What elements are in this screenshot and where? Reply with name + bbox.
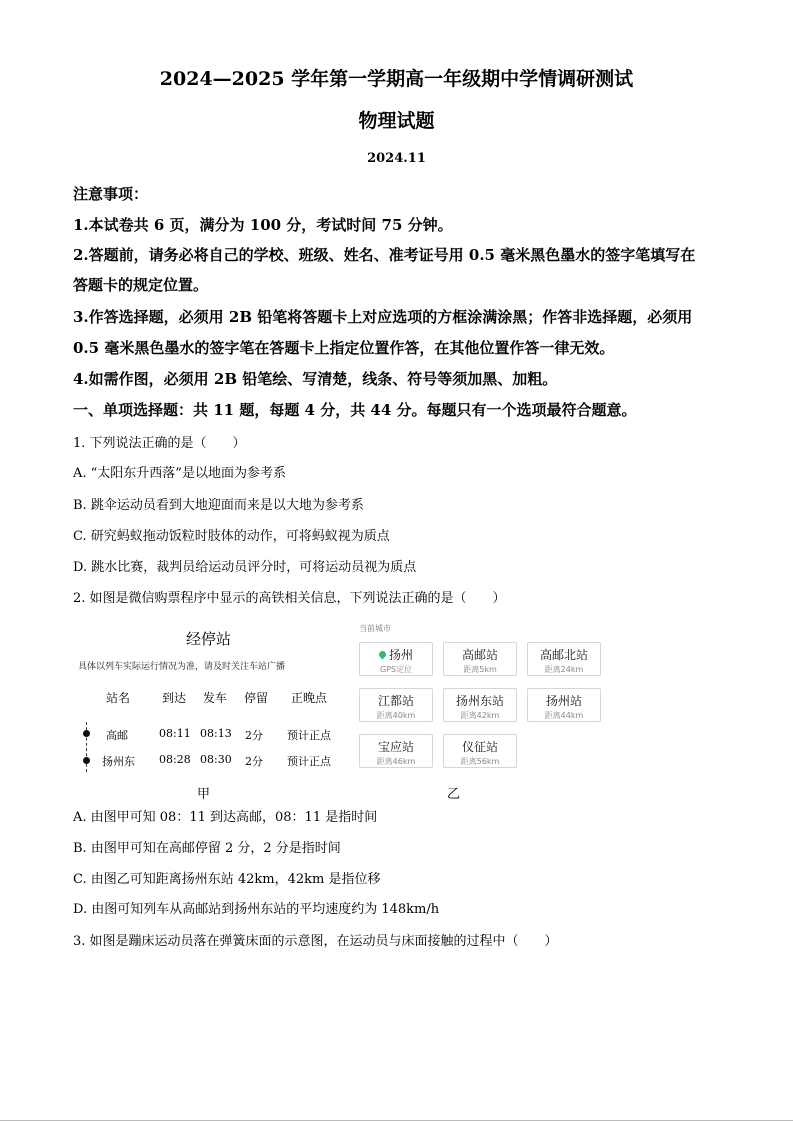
notice-line-4: 3.作答选择题，必须用 2B 铅笔将答题卡上对应选项的方框涂满涂黑；作答非选择题，必须用 xyxy=(73,308,693,326)
fig-jia-stop-dot xyxy=(83,757,90,764)
q2-option-c: C. 由图乙可知距离扬州东站 42km，42km 是指位移 xyxy=(73,872,381,887)
q3-stem: 3. 如图是蹦床运动员落在弹簧床面的示意图，在运动员与床面接触的过程中（ ） xyxy=(73,934,558,949)
q1-option-c: C. 研究蚂蚁拖动饭粒时肢体的动作，可将蚂蚁视为质点 xyxy=(73,529,390,544)
fig-jia-stop-dot xyxy=(83,730,90,737)
fig-jia-header-status: 正晚点 xyxy=(291,691,328,705)
city-distance: 距离5km xyxy=(463,665,497,674)
city-button-baoying[interactable] xyxy=(359,734,433,768)
city-distance: 距离42km xyxy=(460,711,500,720)
city-name: 高邮北站 xyxy=(539,648,588,662)
city-distance: 距离56km xyxy=(460,757,500,766)
exam-subtitle: 物理试题 xyxy=(358,110,435,132)
section-heading: 一、单项选择题：共 11 题，每题 4 分，共 44 分。每题只有一个选项最符合题意。 xyxy=(73,401,637,419)
q2-stem: 2. 如图是微信购票程序中显示的高铁相关信息，下列说法正确的是（ ） xyxy=(73,591,506,606)
notice-line-2: 2.答题前，请务必将自己的学校、班级、姓名、准考证号用 0.5 毫米黑色墨水的签字笔填写在 xyxy=(73,246,696,264)
page-bottom-rule xyxy=(0,1120,793,1121)
fig-jia-title: 经停站 xyxy=(186,630,232,648)
q1-option-a: A. “太阳东升西落”是以地面为参考系 xyxy=(73,466,286,481)
q2-option-b: B. 由图甲可知在高邮停留 2 分，2 分是指时间 xyxy=(73,841,341,856)
fig-jia-header-station: 站名 xyxy=(106,691,131,705)
city-button-jiangdu[interactable] xyxy=(359,688,433,722)
fig-yi-caption: 乙 xyxy=(447,787,461,802)
fig-jia-row2-arrive: 08:28 xyxy=(159,753,191,766)
fig-jia-row1-status: 预计正点 xyxy=(287,729,331,742)
fig-jia-row2-status: 预计正点 xyxy=(287,755,331,768)
city-name: 江都站 xyxy=(377,694,414,708)
notice-line-3: 答题卡的规定位置。 xyxy=(73,276,209,294)
fig-jia-header-depart: 发车 xyxy=(203,691,228,705)
q1-option-d: D. 跳水比赛，裁判员给运动员评分时，可将运动员视为质点 xyxy=(73,560,417,575)
fig-yi-label: 当前城市 xyxy=(359,624,391,633)
fig-jia-note: 具体以列车实际运行情况为准，请及时关注车站广播 xyxy=(78,662,286,672)
city-name: 高邮站 xyxy=(461,648,498,662)
city-button-gaoyou[interactable] xyxy=(443,642,517,676)
fig-jia-row1-depart: 08:13 xyxy=(200,727,232,740)
q1-stem: 1. 下列说法正确的是（ ） xyxy=(73,436,246,451)
q2-option-a: A. 由图甲可知 08：11 到达高邮，08：11 是指时间 xyxy=(73,810,378,825)
notice-line-6: 4.如需作图，必须用 2B 铅笔绘、写清楚，线条、符号等须加黑、加粗。 xyxy=(73,370,558,388)
city-button-gaoyou-north[interactable] xyxy=(527,642,601,676)
fig-jia-row2-stay: 2分 xyxy=(245,755,263,768)
fig-jia-header-arrive: 到达 xyxy=(162,691,187,705)
fig-jia-row2-depart: 08:30 xyxy=(200,753,232,766)
notice-line-1: 1.本试卷共 6 页，满分为 100 分，考试时间 75 分钟。 xyxy=(73,216,453,234)
city-distance: 距离40km xyxy=(376,711,416,720)
city-name: 扬州 xyxy=(388,648,413,662)
city-name: 扬州站 xyxy=(545,694,582,708)
fig-jia-row2-station: 扬州东 xyxy=(102,755,135,768)
city-button-yangzhou[interactable] xyxy=(359,642,433,676)
city-name: 仪征站 xyxy=(461,740,498,754)
notice-heading: 注意事项： xyxy=(73,185,149,203)
q2-option-d: D. 由图可知列车从高邮站到扬州东站的平均速度约为 148km/h xyxy=(73,902,440,917)
exam-title: 2024—2025 学年第一学期高一年级期中学情调研测试 xyxy=(159,68,634,90)
q1-option-b: B. 跳伞运动员看到大地迎面而来是以大地为参考系 xyxy=(73,498,364,513)
city-distance: 距离44km xyxy=(544,711,584,720)
fig-jia-header-stay: 停留 xyxy=(244,691,269,705)
city-distance: 距离46km xyxy=(376,757,416,766)
fig-jia-row1-arrive: 08:11 xyxy=(159,727,191,740)
city-name: 宝应站 xyxy=(377,740,414,754)
location-pin-icon xyxy=(378,650,388,660)
exam-date: 2024.11 xyxy=(367,151,426,166)
fig-jia-row1-station: 高邮 xyxy=(106,729,128,742)
city-distance: GPS定位 xyxy=(379,665,413,674)
fig-jia-row1-stay: 2分 xyxy=(245,729,263,742)
city-button-yangzhou-east[interactable] xyxy=(443,688,517,722)
fig-jia-caption: 甲 xyxy=(197,787,211,802)
notice-line-5: 0.5 毫米黑色墨水的签字笔在答题卡上指定位置作答，在其他位置作答一律无效。 xyxy=(73,339,615,357)
city-button-yangzhou-station[interactable] xyxy=(527,688,601,722)
city-distance: 距离24km xyxy=(544,665,584,674)
city-name: 扬州东站 xyxy=(455,694,504,708)
city-button-yizheng[interactable] xyxy=(443,734,517,768)
